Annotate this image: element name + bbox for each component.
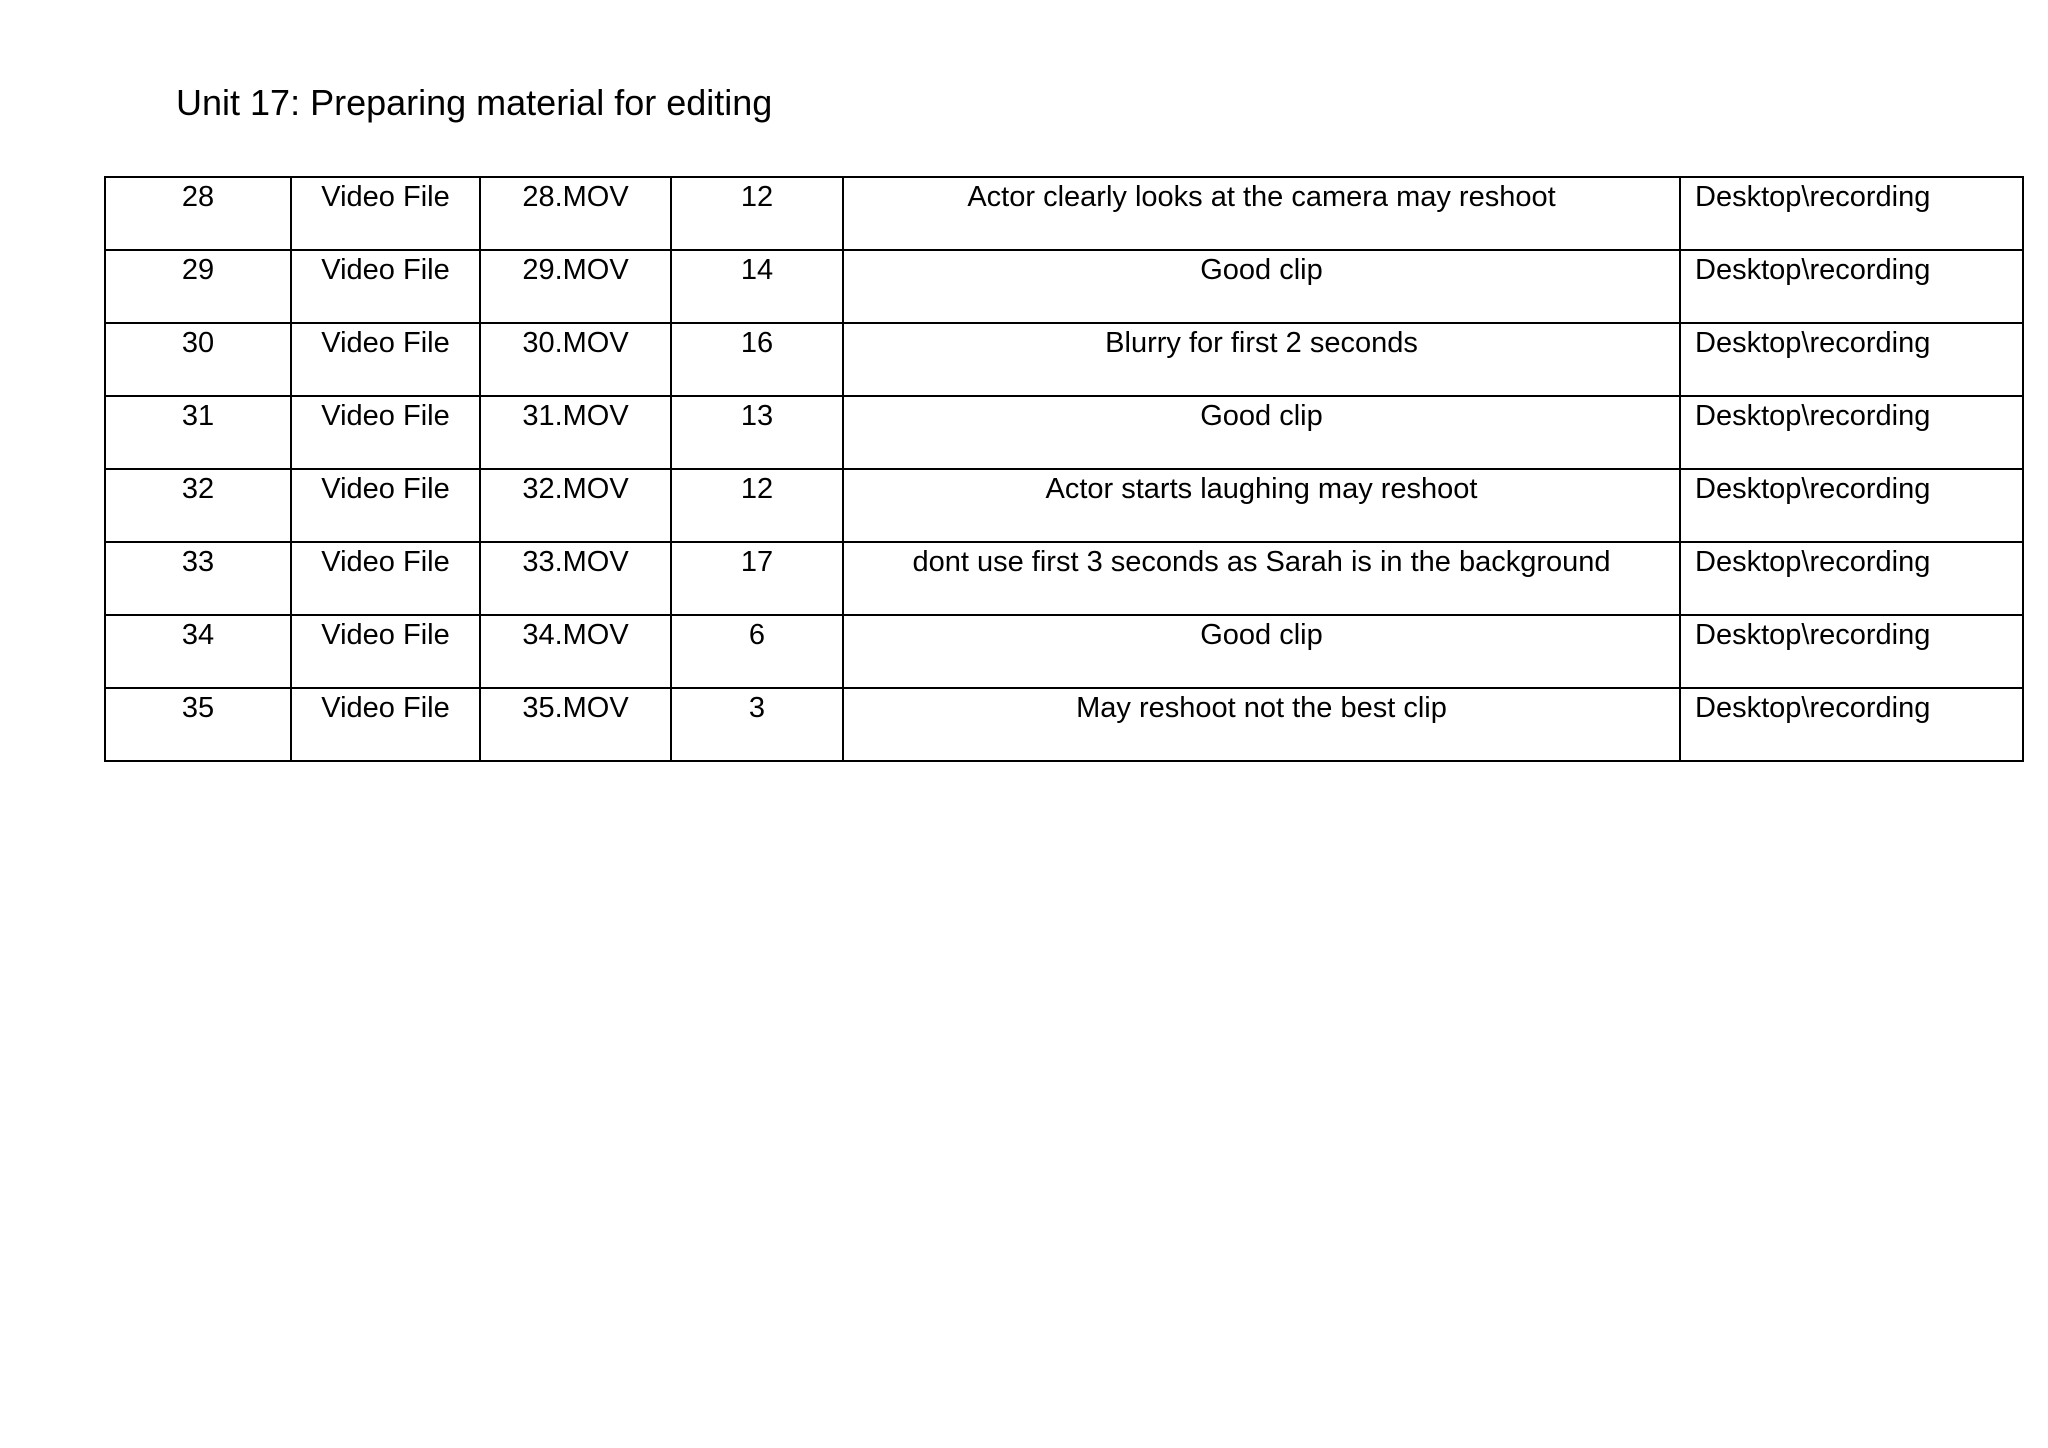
file-type-cell: Video File <box>291 688 480 761</box>
duration-cell: 14 <box>671 250 843 323</box>
filename-cell: 29.MOV <box>480 250 671 323</box>
filename-cell: 33.MOV <box>480 542 671 615</box>
table-row <box>105 177 2023 250</box>
file-type-cell: Video File <box>291 542 480 615</box>
notes-cell: May reshoot not the best clip <box>843 688 1680 761</box>
location-cell: Desktop\recording <box>1680 250 2023 323</box>
table-row <box>105 688 2023 761</box>
notes-cell: Actor starts laughing may reshoot <box>843 469 1680 542</box>
filename-cell: 30.MOV <box>480 323 671 396</box>
notes-cell: Good clip <box>843 250 1680 323</box>
clip-number-cell: 29 <box>105 250 291 323</box>
clip-number-cell: 34 <box>105 615 291 688</box>
clip-number-cell: 33 <box>105 542 291 615</box>
location-cell: Desktop\recording <box>1680 615 2023 688</box>
file-type-cell: Video File <box>291 323 480 396</box>
filename-cell: 34.MOV <box>480 615 671 688</box>
file-type-cell: Video File <box>291 250 480 323</box>
file-type-cell: Video File <box>291 177 480 250</box>
notes-cell: dont use first 3 seconds as Sarah is in the background <box>843 542 1680 615</box>
notes-cell: Actor clearly looks at the camera may reshoot <box>843 177 1680 250</box>
file-type-cell: Video File <box>291 469 480 542</box>
filename-cell: 35.MOV <box>480 688 671 761</box>
notes-cell: Blurry for first 2 seconds <box>843 323 1680 396</box>
page-title: Unit 17: Preparing material for editing <box>176 82 773 123</box>
filename-cell: 31.MOV <box>480 396 671 469</box>
location-cell: Desktop\recording <box>1680 469 2023 542</box>
duration-cell: 12 <box>671 469 843 542</box>
clip-number-cell: 31 <box>105 396 291 469</box>
table-row <box>105 615 2023 688</box>
location-cell: Desktop\recording <box>1680 177 2023 250</box>
notes-cell: Good clip <box>843 396 1680 469</box>
table-row <box>105 323 2023 396</box>
location-cell: Desktop\recording <box>1680 542 2023 615</box>
clip-number-cell: 32 <box>105 469 291 542</box>
filename-cell: 28.MOV <box>480 177 671 250</box>
duration-cell: 3 <box>671 688 843 761</box>
duration-cell: 16 <box>671 323 843 396</box>
table-row <box>105 469 2023 542</box>
duration-cell: 13 <box>671 396 843 469</box>
duration-cell: 17 <box>671 542 843 615</box>
notes-cell: Good clip <box>843 615 1680 688</box>
location-cell: Desktop\recording <box>1680 323 2023 396</box>
table-row <box>105 542 2023 615</box>
duration-cell: 6 <box>671 615 843 688</box>
location-cell: Desktop\recording <box>1680 688 2023 761</box>
clip-number-cell: 28 <box>105 177 291 250</box>
clip-number-cell: 35 <box>105 688 291 761</box>
file-type-cell: Video File <box>291 615 480 688</box>
file-type-cell: Video File <box>291 396 480 469</box>
filename-cell: 32.MOV <box>480 469 671 542</box>
table-row <box>105 250 2023 323</box>
clip-log-table <box>104 176 2024 762</box>
table-row <box>105 396 2023 469</box>
duration-cell: 12 <box>671 177 843 250</box>
clip-number-cell: 30 <box>105 323 291 396</box>
location-cell: Desktop\recording <box>1680 396 2023 469</box>
